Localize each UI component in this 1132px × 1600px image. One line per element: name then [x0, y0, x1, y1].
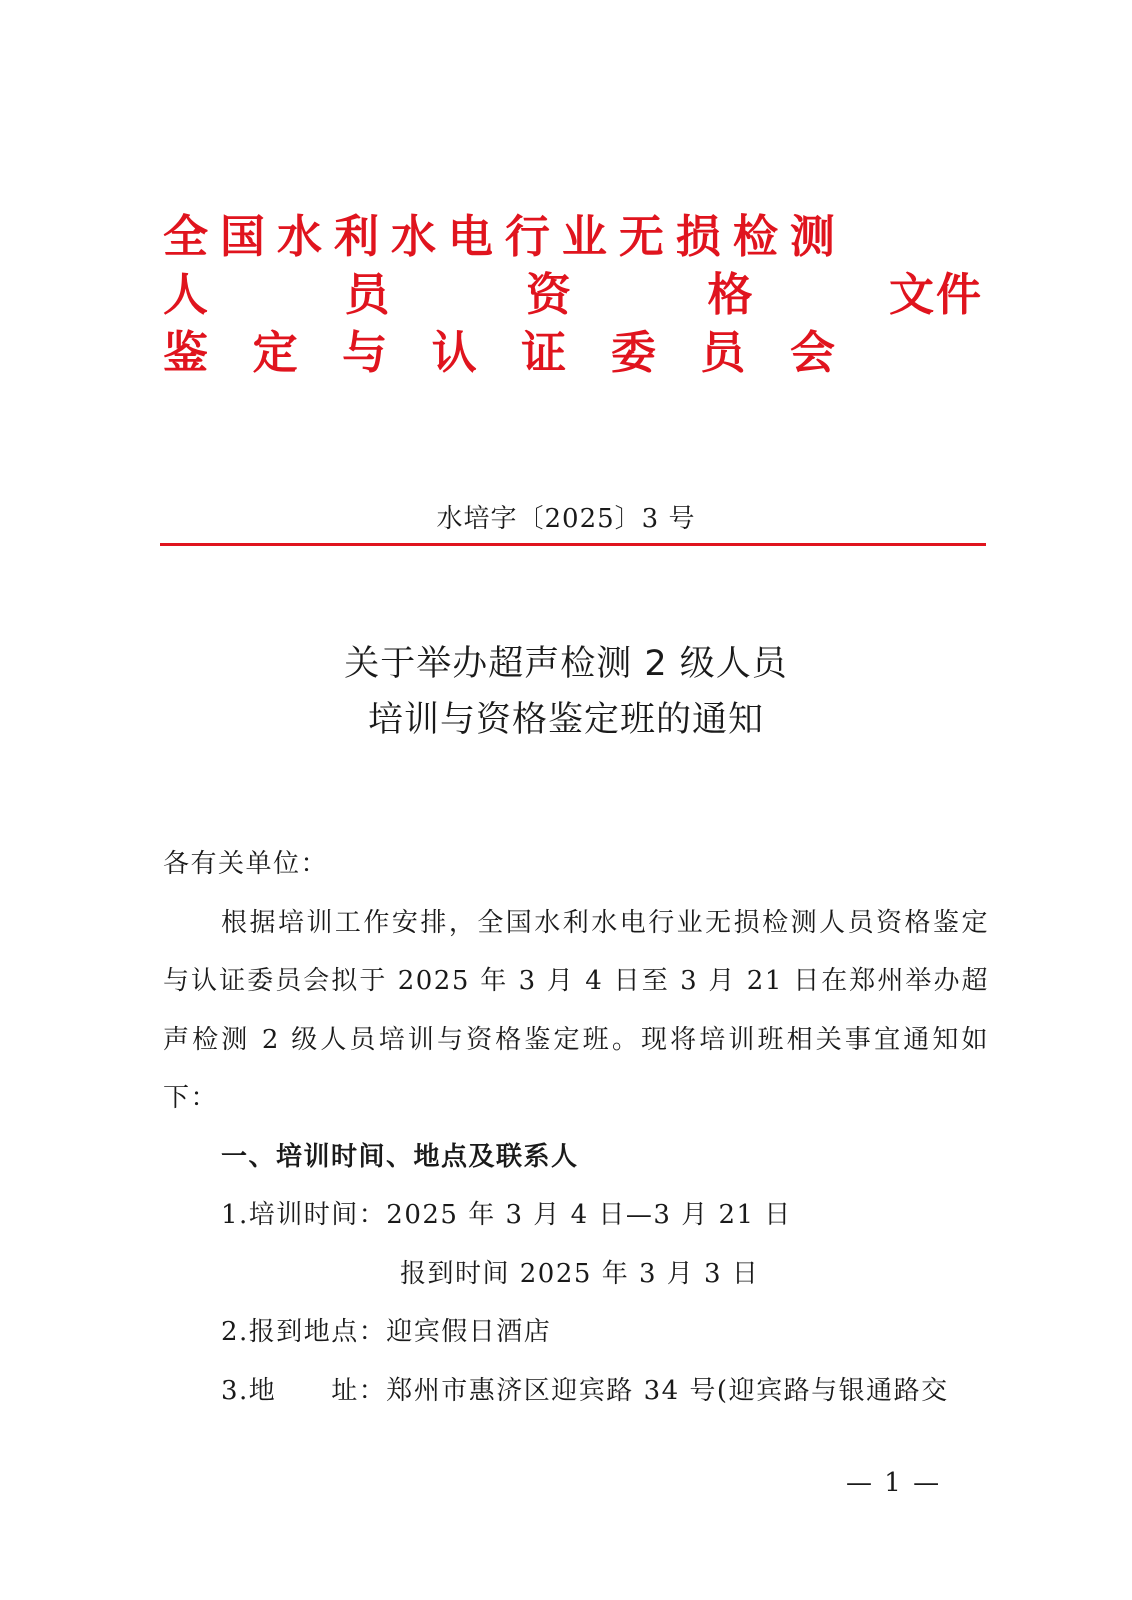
header-char: 无 [618, 210, 664, 263]
red-separator-line [160, 543, 986, 546]
header-char: 国 [219, 210, 265, 263]
notice-title-line-1: 关于举办超声检测 2 级人员 [344, 644, 788, 684]
issuer-header-line-1 [163, 208, 835, 266]
issuer-header [163, 208, 983, 382]
issuer-header-line-3 [163, 324, 835, 382]
header-char: 业 [561, 210, 607, 263]
header-char: 测 [789, 210, 835, 263]
header-char: 委 [610, 326, 656, 379]
header-char: 认 [431, 326, 477, 379]
header-char: 鉴 [163, 326, 209, 379]
header-char: 水 [390, 210, 436, 263]
header-char: 水 [276, 210, 322, 263]
header-char: 全 [163, 210, 209, 263]
section-heading-1: 一、培训时间、地点及联系人 [221, 1141, 579, 1172]
header-char: 会 [789, 326, 835, 379]
item-checkin-time: 报到时间 2025 年 3 月 3 日 [400, 1258, 760, 1289]
header-char: 人 [163, 268, 209, 321]
document-number: 水培字〔2025〕3 号 [436, 504, 696, 534]
header-char: 与 [342, 326, 388, 379]
header-char: 损 [675, 210, 721, 263]
header-char: 利 [333, 210, 379, 263]
page-number: — 1 — [846, 1468, 942, 1498]
header-document-word: 文件 [888, 268, 983, 321]
header-char: 检 [732, 210, 778, 263]
notice-title [0, 636, 1132, 748]
intro-paragraph: 根据培训工作安排，全国水利水电行业无损检测人员资格鉴定与认证委员会拟于 2025 年 3 月 4 日至 3 月 21 日在郑州举办超声检测 2 级人员培训与资格鉴定班。现将培训班相关事宜通知如下： [163, 907, 989, 1113]
notice-body [163, 835, 989, 1420]
header-char: 证 [521, 326, 567, 379]
salutation: 各有关单位： [163, 849, 329, 879]
issuer-header-line-2 [163, 266, 983, 324]
header-char: 电 [447, 210, 493, 263]
header-char: 行 [504, 210, 550, 263]
notice-title-line-2: 培训与资格鉴定班的通知 [367, 700, 764, 740]
item-checkin-location: 2.报到地点：迎宾假日酒店 [221, 1317, 552, 1347]
header-char: 格 [707, 268, 753, 321]
header-char: 员 [700, 326, 746, 379]
item-training-time: 1.培训时间：2025 年 3 月 4 日—3 月 21 日 [221, 1200, 792, 1230]
header-char: 定 [252, 326, 298, 379]
item-address: 3.地 址：郑州市惠济区迎宾路 34 号(迎宾路与银通路交 [221, 1375, 949, 1406]
header-char: 资 [525, 268, 571, 321]
header-char: 员 [344, 268, 390, 321]
